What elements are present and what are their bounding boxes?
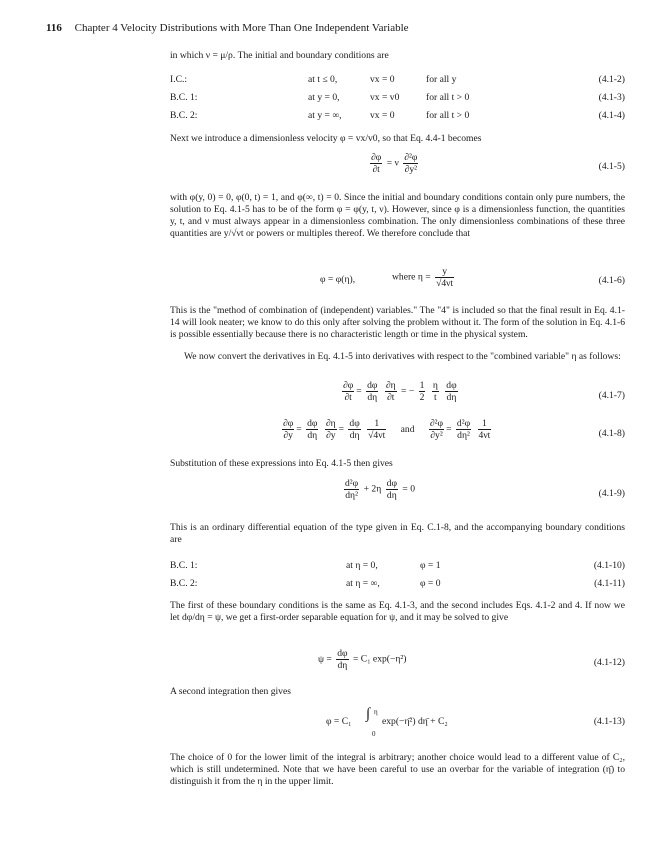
page-number: 116 [46, 22, 62, 34]
paragraph-6: This is an ordinary differential equation of the type given in Eq. C.1-8, and the accompanying boundary conditions are [170, 522, 625, 545]
equation-4-1-9: $\frac{\text{d²φ}}{\text{dη²}}$ + 2η $\frac{d\varphi}{d\eta}$ = 0 (4.1-9) [345, 478, 625, 501]
paragraph-2: with φ(y, 0) = 0, φ(0, t) = 1, and φ(∞, t) = 0. Since the initial and boundary conditions contain only pure numbers, the solution to Eq. 4.1-5 has to be of the form φ = φ(y, t, ν). However, since φ is a dimensionless function, the quantities y, t, and ν must always appear in a dimensionless combination. The only dimensionless combinations of these three quantities are y/√νt or powers or multiples thereof. We therefore conclude that [170, 192, 625, 239]
equation-4-1-13: φ = C₁ ∫ η 0 exp(−η̄²) dη̄ + C₂ (4.1-13) [326, 706, 625, 738]
bc-row: B.C. 2: at η = ∞, φ = 0 (4.1-11) [170, 578, 625, 589]
running-title: Chapter 4 Velocity Distributions with More Than One Independent Variable [74, 22, 409, 34]
condition-row: B.C. 2: at y = ∞, vx = 0 for all t > 0 (4.1-4) [170, 110, 625, 121]
equation-number: (4.1-8) [598, 428, 625, 439]
condition-row: I.C.: at t ≤ 0, vx = 0 for all y (4.1-2) [170, 74, 625, 85]
equation-number: (4.1-9) [598, 488, 625, 499]
paragraph-1: Next we introduce a dimensionless velocity φ = vx/v0, so that Eq. 4.4-1 becomes [170, 133, 482, 144]
equation-4-1-5: $\frac{\partial\varphi}{\partial t}$ = ν $\frac{\text{∂²φ}}{\text{∂y²}}$ (4.1-5) [371, 152, 625, 175]
paragraph-3: This is the "method of combination of (independent) variables." The "4" is included so that the final result in Eq. 4.1-14 will look neater; we know to do this only after solving the problem without it. The form of the solution in Eq. 4.1-6 is possible essentially because there is no characteristic length or time in the physical system. [170, 305, 625, 340]
intro-text: in which ν = μ/ρ. The initial and boundary conditions are [170, 50, 389, 61]
bc-row: B.C. 1: at η = 0, φ = 1 (4.1-10) [170, 560, 625, 571]
paragraph-9: The choice of 0 for the lower limit of the integral is arbitrary; another choice would lead to a different value of C₂, which is still undetermined. Note that we have been careful to use an overbar for the variable of integration (η̄) to distinguish it from the η in the upper limit. [170, 752, 625, 787]
paragraph-5: Substitution of these expressions into Eq. 4.1-5 then gives [170, 458, 393, 469]
equation-4-1-7: $\frac{\partial\varphi}{\partial t}$ = $\frac{d\varphi}{d\eta}$ $\frac{\partial\eta}{\partial t}$ = − $\frac{1}{2}$ $\frac{\eta}{t}$ $\frac{d\varphi}{d\eta}$ (4.1-7) [343, 380, 625, 403]
condition-row: B.C. 1: at y = 0, vx = v0 for all t > 0 (4.1-3) [170, 92, 625, 103]
equation-number: (4.1-5) [598, 161, 625, 172]
paragraph-7: The first of these boundary conditions is the same as Eq. 4.1-3, and the second includes Eqs. 4.1-2 and 4. If now we let dφ/dη = ψ, we get a first-order separable equation for ψ, and it may be solved to give [170, 600, 625, 623]
equation-number: (4.1-13) [593, 716, 625, 727]
running-header [46, 22, 409, 34]
equation-number: (4.1-12) [593, 657, 625, 668]
paragraph-8: A second integration then gives [170, 686, 291, 697]
equation-number: (4.1-6) [598, 275, 625, 286]
equation-4-1-8: $\frac{\partial\varphi}{\partial y}$ = $\frac{d\varphi}{d\eta}$ $\frac{\partial\eta}{\partial y}$ = $\frac{d\varphi}{d\eta}$ $\frac{1}{√4\nu t}$ and $\frac{\text{∂²φ}}{\text{∂y²}}$ = $\frac{\text{d²φ}}{\text{dη²}}$ $\frac{1}{4\nu t}$ (4.1-8) [283, 418, 625, 441]
equation-number: (4.1-7) [598, 390, 625, 401]
paragraph-4: We now convert the derivatives in Eq. 4.1-5 into derivatives with respect to the "combined variable" η as follows: [184, 351, 621, 362]
equation-4-1-12: ψ = $\frac{d\varphi}{d\eta}$ = C₁ exp(−η²) (4.1-12) [318, 648, 625, 671]
equation-4-1-6: φ = φ(η), where η = $\frac{y}{√4\nu t}$ (4.1-6) [320, 266, 625, 289]
